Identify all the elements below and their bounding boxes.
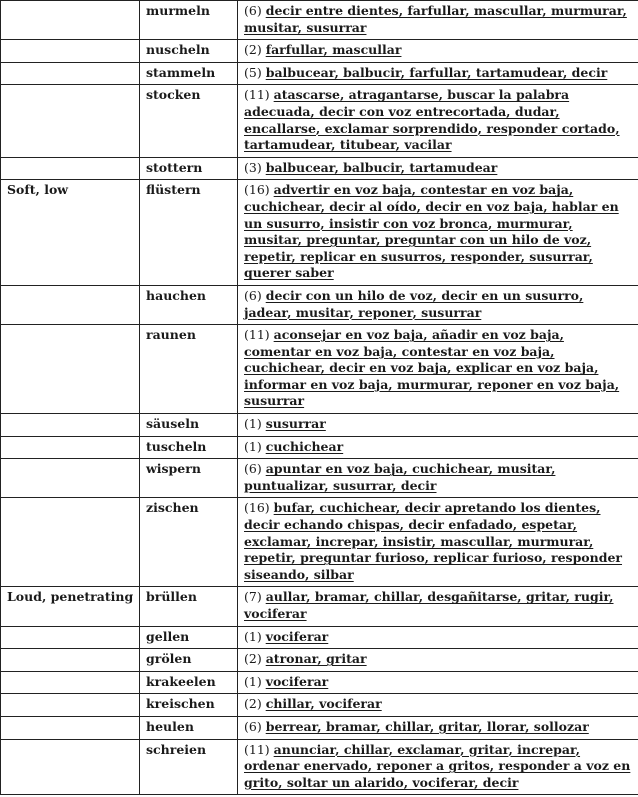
spanish-synonyms: balbucear, balbucir, tartamudear — [265, 159, 498, 175]
table-row — [1, 180, 638, 286]
table-row — [1, 671, 638, 694]
translations-cell — [238, 436, 638, 459]
german-verb-cell: brüllen — [140, 587, 238, 626]
table-row — [1, 157, 638, 180]
german-verb-cell: nuscheln — [140, 40, 238, 63]
translations-cell — [238, 157, 638, 180]
category-cell — [1, 1, 140, 40]
category-cell — [1, 85, 140, 157]
translation-count: (16) — [244, 182, 270, 198]
table-row — [1, 325, 638, 414]
table-row — [1, 716, 638, 739]
category-cell — [1, 694, 140, 717]
german-verb-cell: grölen — [140, 649, 238, 672]
category-cell — [1, 498, 140, 587]
category-cell: Loud, penetrating — [1, 587, 140, 626]
category-cell — [1, 436, 140, 459]
translations-cell — [238, 649, 638, 672]
spanish-synonyms: decir entre dientes, farfullar, mascullar, murmurar, musitar, susurrar — [244, 3, 627, 35]
german-verb-cell: gellen — [140, 626, 238, 649]
spanish-synonyms: chillar, vociferar — [265, 696, 382, 712]
table-row — [1, 649, 638, 672]
spanish-synonyms: susurrar — [265, 416, 326, 432]
table-row — [1, 85, 638, 157]
translation-count: (6) — [244, 3, 262, 18]
translations-cell — [238, 671, 638, 694]
spanish-synonyms: apuntar en voz baja, cuchichear, musitar, puntualizar, susurrar, decir — [244, 461, 556, 493]
translation-count: (1) — [244, 628, 262, 644]
translation-count: (1) — [244, 673, 262, 689]
translation-count: (11) — [244, 327, 270, 343]
spanish-synonyms: berrear, bramar, chillar, gritar, llorar, sollozar — [265, 718, 589, 734]
translation-count: (7) — [244, 589, 262, 605]
category-cell — [1, 739, 140, 795]
category-cell — [1, 285, 140, 324]
translations-cell — [238, 459, 638, 498]
table-row — [1, 1, 638, 40]
german-verb-cell: tuscheln — [140, 436, 238, 459]
translations-cell — [238, 285, 638, 324]
spanish-synonyms: vociferar — [265, 673, 329, 689]
spanish-synonyms: aullar, bramar, chillar, desgañitarse, gritar, rugir, vociferar — [244, 589, 614, 621]
translation-count: (1) — [244, 438, 262, 454]
translation-count: (16) — [244, 500, 270, 516]
translations-cell — [238, 626, 638, 649]
table-row — [1, 436, 638, 459]
spanish-synonyms: atronar, gritar — [265, 651, 367, 667]
table-row — [1, 694, 638, 717]
spanish-synonyms: aconsejar en voz baja, añadir en voz baja, comentar en voz baja, contestar en voz baja, cuchichear, decir en voz baja, explicar en voz baja, informar en voz baja, murmurar, reponer en voz baja, susurrar — [244, 327, 620, 409]
spanish-synonyms: atascarse, atragantarse, buscar la palabra adecuada, decir con voz entrecortada, dudar, encallarse, exclamar sorprendido, responder cortado, tartamudear, titubear, vacilar — [244, 87, 620, 153]
translations-cell — [238, 716, 638, 739]
table-row — [1, 626, 638, 649]
translation-count: (2) — [244, 651, 262, 667]
translation-count: (11) — [244, 87, 270, 103]
category-cell — [1, 414, 140, 437]
spanish-synonyms: bufar, cuchichear, decir apretando los dientes, decir echando chispas, decir enfadado, espetar, exclamar, increpar, insistir, mascullar, murmurar, repetir, preguntar furioso, replicar furioso, responder siseando, silbar — [244, 500, 623, 582]
translation-count: (6) — [244, 461, 262, 477]
translation-count: (3) — [244, 159, 262, 175]
german-verb-cell: stammeln — [140, 62, 238, 85]
category-cell — [1, 157, 140, 180]
german-verb-cell: säuseln — [140, 414, 238, 437]
translations-cell — [238, 414, 638, 437]
spanish-synonyms: cuchichear — [265, 438, 344, 454]
spanish-synonyms: decir con un hilo de voz, decir en un susurro, jadear, musitar, reponer, susurrar — [244, 287, 584, 320]
translations-cell — [238, 694, 638, 717]
category-cell — [1, 716, 140, 739]
german-verb-cell: stottern — [140, 157, 238, 180]
table-row — [1, 459, 638, 498]
translation-count: (5) — [244, 64, 262, 80]
translation-count: (11) — [244, 741, 270, 757]
category-cell — [1, 671, 140, 694]
category-cell — [1, 649, 140, 672]
translations-cell — [238, 40, 638, 63]
spanish-synonyms: anunciar, chillar, exclamar, gritar, increpar, ordenar enervado, reponer a gritos, responder a voz en grito, soltar un alarido, vociferar, decir — [244, 741, 631, 790]
category-cell: Soft, low — [1, 180, 140, 286]
translation-count: (2) — [244, 42, 262, 58]
category-cell — [1, 40, 140, 63]
table-row — [1, 40, 638, 63]
category-cell — [1, 325, 140, 414]
table-row — [1, 414, 638, 437]
table-row — [1, 62, 638, 85]
translations-cell — [238, 180, 638, 286]
category-cell — [1, 459, 140, 498]
german-verb-cell: schreien — [140, 739, 238, 795]
german-verb-cell: stocken — [140, 85, 238, 157]
translation-count: (2) — [244, 696, 262, 712]
spanish-synonyms: balbucear, balbucir, farfullar, tartamudear, decir — [265, 64, 608, 80]
translations-cell — [238, 1, 638, 40]
german-verb-cell: krakeelen — [140, 671, 238, 694]
translation-count: (1) — [244, 416, 262, 432]
translations-cell — [238, 587, 638, 626]
german-verb-cell: raunen — [140, 325, 238, 414]
table-row — [1, 498, 638, 587]
translations-cell — [238, 739, 638, 795]
translations-cell — [238, 85, 638, 157]
category-cell — [1, 62, 140, 85]
german-verb-cell: murmeln — [140, 1, 238, 40]
translation-count: (6) — [244, 287, 262, 303]
spanish-synonyms: vociferar — [265, 628, 329, 644]
translation-count: (6) — [244, 718, 262, 734]
german-verb-cell: zischen — [140, 498, 238, 587]
german-verb-cell: kreischen — [140, 694, 238, 717]
table-row — [1, 285, 638, 324]
german-verb-cell: flüstern — [140, 180, 238, 286]
spanish-synonyms: advertir en voz baja, contestar en voz baja, cuchichear, decir al oído, decir en voz baja, hablar en un susurro, insistir con voz bronca, murmurar, musitar, preguntar, preguntar con un hilo de voz, repetir, replicar en susurros, responder, susurrar, querer saber — [244, 182, 619, 281]
table-row — [1, 587, 638, 626]
german-verb-cell: wispern — [140, 459, 238, 498]
spanish-synonyms: farfullar, mascullar — [265, 42, 402, 58]
table-body — [1, 1, 638, 795]
german-verb-cell: heulen — [140, 716, 238, 739]
category-cell — [1, 626, 140, 649]
translations-cell — [238, 498, 638, 587]
table-row — [1, 739, 638, 795]
translations-cell — [238, 62, 638, 85]
translations-cell — [238, 325, 638, 414]
german-verb-cell: hauchen — [140, 285, 238, 324]
